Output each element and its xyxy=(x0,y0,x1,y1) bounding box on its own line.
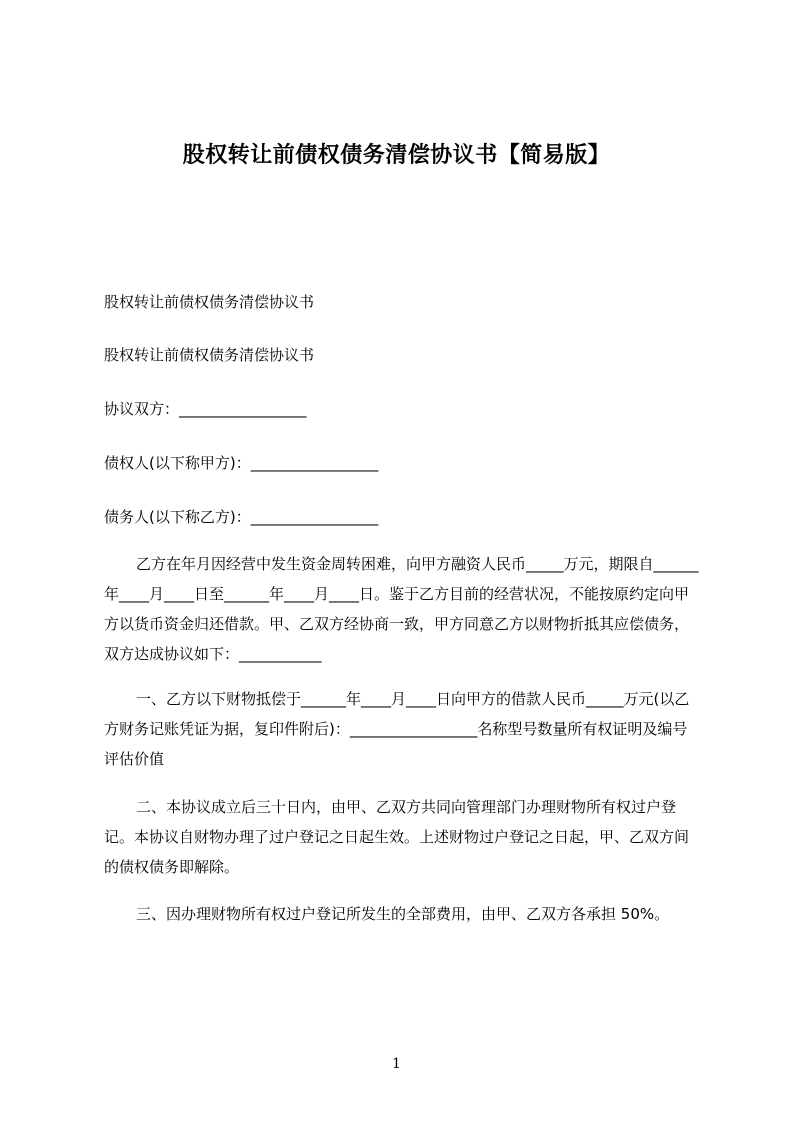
heading-line: 股权转让前债权债务清偿协议书 xyxy=(104,293,315,311)
clause-2-paragraph: 二、本协议成立后三十日内，由甲、乙双方共同向管理部门办理财物所有权过户登记。本协议自财物办理了过户登记之日起生效。上述财物过户登记之日起，甲、乙双方间的债权债务即解除。 xyxy=(104,798,690,876)
clause-3-paragraph: 三、因办理财物所有权过户登记所发生的全部费用，由甲、乙双方各承担 50%。 xyxy=(136,905,670,923)
preamble-paragraph: 乙方在年月因经营中发生资金周转困难，向甲方融资人民币_____万元，期限自______年____月____日至______年____月____日。鉴于乙方目前的经营状况，不能按原约定向甲方以货币资金归还借款。甲、乙双方经协商一致，甲方同意乙方以财物折抵其应偿债务，双方达成协议如下：___________ xyxy=(104,555,699,663)
creditor-line: 债权人(以下称甲方)：_________________ xyxy=(104,454,379,472)
document-title: 股权转让前债权债务清偿协议书【简易版】 xyxy=(182,143,611,168)
page-number: 1 xyxy=(392,1056,401,1072)
clause-1-paragraph: 一、乙方以下财物抵偿于______年____月____日向甲方的借款人民币_____万元(以乙方财务记账凭证为据，复印件附后)：_________________名称型号数量所有权证明及编号评估价值 xyxy=(104,690,690,768)
debtor-line: 债务人(以下称乙方)：_________________ xyxy=(104,508,379,526)
parties-line: 协议双方：_________________ xyxy=(104,400,307,418)
heading-line-repeat: 股权转让前债权债务清偿协议书 xyxy=(104,346,315,364)
